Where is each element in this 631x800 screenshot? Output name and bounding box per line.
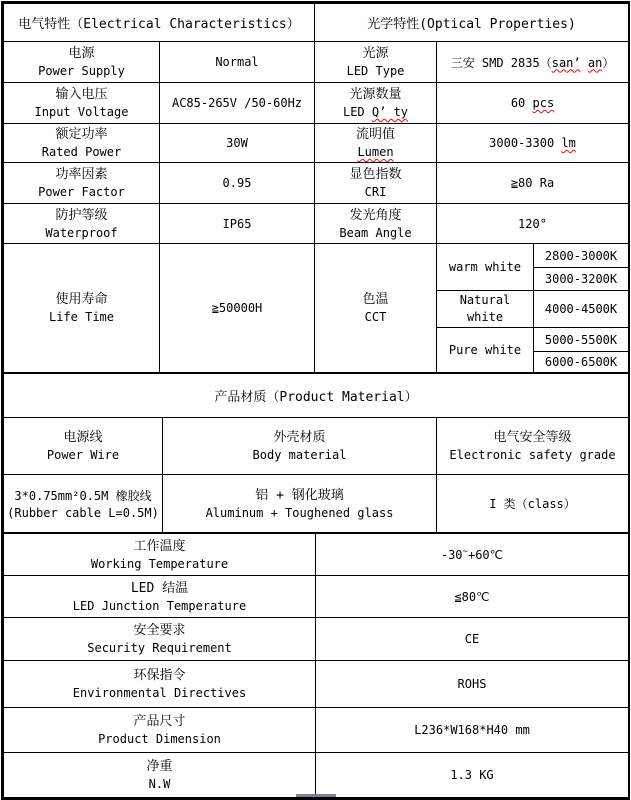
working-temperature-value-pre: -30 — [440, 548, 463, 562]
lumen-label — [315, 124, 437, 163]
lumen-value-pre: 3000-3300 — [489, 136, 562, 150]
product-material-table — [3, 373, 629, 533]
cct-label-cn: 色温 — [362, 292, 389, 307]
optical-section-title: 光学特性(Optical Properties) — [315, 4, 629, 42]
cct-label — [315, 244, 437, 373]
body-material-label-en: Body material — [252, 448, 347, 462]
input-voltage-label-cn: 输入电压 — [55, 87, 108, 102]
led-junction-temperature-label — [4, 576, 316, 618]
power-factor-label-cn: 功率因素 — [55, 167, 108, 182]
product-dimension-label — [4, 708, 316, 753]
working-temperature-value-tilde: ~ — [462, 547, 468, 557]
spec-sheet — [1, 1, 630, 800]
led-type-value-post: ） — [602, 55, 615, 70]
led-junction-temperature-label-cn: LED 结温 — [130, 580, 189, 596]
material-section-title: 产品材质（Product Material） — [4, 374, 629, 418]
life-time-label-cn: 使用寿命 — [55, 292, 108, 307]
led-qty-value-pre: 60 — [510, 96, 533, 110]
led-type-label — [315, 42, 437, 83]
cct-natural-white-k1: 4000-4500K — [534, 291, 629, 328]
beam-angle-label-en: Beam Angle — [339, 225, 412, 240]
cct-warm-white-k1: 2800-3000K — [534, 244, 629, 268]
working-temperature-value — [316, 534, 629, 576]
power-wire-value-cn: 3*0.75mm²0.5M 橡胶线 — [14, 488, 152, 503]
cct-warm-white-k2: 3000-3200K — [534, 268, 629, 291]
waterproof-label — [4, 204, 160, 244]
power-wire-label — [4, 418, 163, 475]
led-type-label-cn: 光源 — [362, 46, 389, 61]
body-material-value-en: Aluminum + Toughened glass — [205, 505, 394, 520]
led-type-value-pre: 三安 SMD 2835（ — [450, 55, 552, 70]
safety-grade-label-en: Electronic safety grade — [449, 448, 616, 462]
environmental-directives-label-en: Environmental Directives — [72, 686, 247, 700]
led-qty-label-en — [315, 104, 436, 120]
electrical-optical-table — [3, 3, 629, 373]
body-material-value — [163, 475, 437, 533]
security-requirement-label-en: Security Requirement — [87, 641, 232, 655]
power-factor-value: 0.95 — [160, 163, 315, 204]
life-time-label-en: Life Time — [48, 310, 115, 324]
led-junction-temperature-label-en: LED Junction Temperature — [72, 598, 247, 613]
misspelled-word-lumen: Lumen — [357, 145, 394, 159]
net-weight-label-cn: 净重 — [146, 759, 173, 774]
misspelled-word-qty: Q’ ty — [371, 105, 409, 119]
working-temperature-label — [4, 534, 316, 576]
cct-pure-white-name: Pure white — [437, 328, 534, 373]
power-wire-value — [4, 475, 163, 533]
working-temperature-label-cn: 工作温度 — [133, 538, 186, 554]
security-requirement-label — [4, 618, 316, 661]
rated-power-value: 30W — [160, 124, 315, 163]
life-time-value: ≧50000H — [160, 244, 315, 373]
input-voltage-label-en: Input Voltage — [34, 105, 129, 119]
beam-angle-label — [315, 204, 437, 244]
environmental-directives-label-cn: 环保指令 — [133, 668, 186, 683]
product-dimension-label-cn: 产品尺寸 — [133, 714, 186, 729]
product-dimension-value: L236*W168*H40 mm — [316, 708, 629, 753]
cct-pure-white-k1: 5000-5500K — [534, 328, 629, 352]
misspelled-word-pcs: pcs — [532, 96, 555, 110]
led-qty-value — [437, 83, 629, 124]
rated-power-label-en: Rated Power — [41, 145, 122, 159]
product-dimension-label-en: Product Dimension — [98, 732, 221, 746]
led-type-label-en: LED Type — [346, 64, 405, 78]
body-material-label-cn: 外壳材质 — [273, 430, 326, 445]
misspelled-word-an: an — [587, 55, 603, 70]
working-temperature-value-post: +60℃ — [467, 548, 504, 562]
input-voltage-label — [4, 83, 160, 124]
power-supply-label — [4, 42, 160, 83]
led-qty-label — [315, 83, 437, 124]
safety-grade-label-cn: 电气安全等级 — [493, 430, 572, 445]
cri-value: ≧80 Ra — [437, 163, 629, 204]
rated-power-label — [4, 124, 160, 163]
body-material-label — [163, 418, 437, 475]
input-voltage-value: AC85-265V /50-60Hz — [160, 83, 315, 124]
power-factor-label-en: Power Factor — [38, 185, 125, 199]
security-requirement-value: CE — [316, 618, 629, 661]
power-supply-label-cn: 电源 — [68, 46, 95, 61]
cct-natural-white-name: Natural white — [437, 291, 534, 328]
life-time-label — [4, 244, 160, 373]
misspelled-word-lm: lm — [561, 136, 576, 150]
cri-label-cn: 显色指数 — [349, 167, 402, 182]
beam-angle-value: 120° — [437, 204, 629, 244]
security-requirement-label-cn: 安全要求 — [133, 623, 186, 638]
power-supply-value: Normal — [160, 42, 315, 83]
net-weight-value: 1.3 KG — [316, 753, 629, 798]
waterproof-label-cn: 防护等级 — [55, 207, 108, 223]
lumen-label-en — [315, 144, 436, 160]
cct-pure-white-k2: 6000-6500K — [534, 352, 629, 373]
cri-label-en: CRI — [364, 185, 387, 199]
waterproof-label-en: Waterproof — [45, 225, 118, 240]
cct-warm-white-name: warm white — [437, 244, 534, 291]
led-junction-temperature-value: ≦80℃ — [316, 576, 629, 618]
working-temperature-label-en: Working Temperature — [90, 556, 229, 571]
beam-angle-label-cn: 发光角度 — [349, 207, 402, 223]
power-wire-label-en: Power Wire — [46, 448, 120, 462]
safety-grade-label — [437, 418, 629, 475]
general-spec-table — [3, 533, 629, 798]
cct-label-en: CCT — [364, 310, 387, 324]
rated-power-label-cn: 额定功率 — [55, 127, 108, 142]
electrical-section-title: 电气特性（Electrical Characteristics） — [4, 4, 315, 42]
environmental-directives-label — [4, 661, 316, 708]
lumen-value — [437, 124, 629, 163]
led-qty-label-en-pre: LED — [342, 105, 372, 119]
cri-label — [315, 163, 437, 204]
body-material-value-cn: 铝 + 钢化玻璃 — [255, 487, 344, 503]
power-supply-label-en: Power Supply — [38, 64, 125, 78]
waterproof-value: IP65 — [160, 204, 315, 244]
led-qty-label-cn: 光源数量 — [349, 87, 402, 102]
net-weight-label-en: N.W — [148, 777, 171, 791]
power-wire-value-en: (Rubber cable L=0.5M) — [7, 505, 159, 520]
misspelled-word-san: san’ — [551, 55, 581, 70]
power-factor-label — [4, 163, 160, 204]
led-type-value — [437, 42, 629, 83]
lumen-label-cn: 流明值 — [355, 127, 395, 142]
environmental-directives-value: ROHS — [316, 661, 629, 708]
power-wire-label-cn: 电源线 — [63, 430, 103, 445]
net-weight-label — [4, 753, 316, 798]
safety-grade-value: I 类（class） — [437, 475, 629, 533]
